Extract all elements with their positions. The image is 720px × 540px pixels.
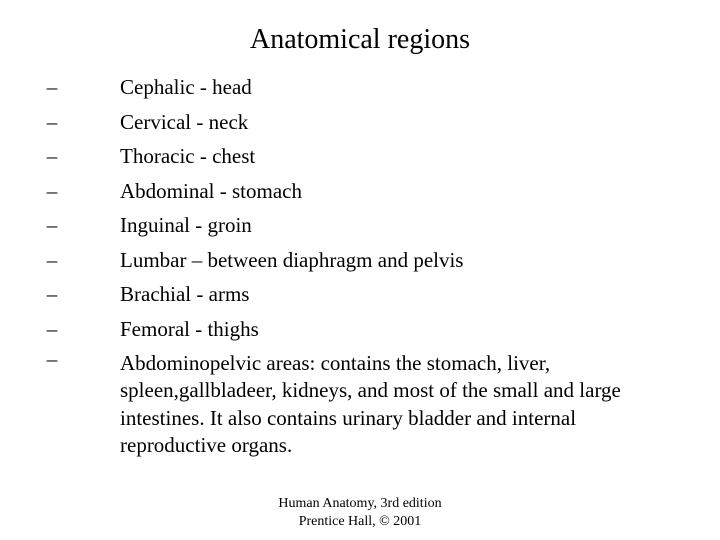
bullet-list [0,70,720,460]
bullet-item-thoracic [0,139,660,174]
bullet-dash: – [46,247,58,272]
bullet-dash: – [46,316,58,341]
bullet-text: Inguinal - groin [120,213,252,237]
slide-footer [0,495,720,531]
bullet-text: Thoracic - chest [120,144,256,168]
bullet-item-abdominopelvic [0,346,660,460]
bullet-dash: – [46,178,58,203]
bullet-item-lumbar [0,243,660,278]
bullet-text: Abdominopelvic areas: contains the stomach, liver, spleen,gallbladeer, kidneys, and most of the small and large intestines. It also contains urinary bladder and internal reproductive organs. [120,350,621,457]
bullet-item-abdominal [0,174,660,209]
bullet-dash: – [46,213,58,237]
bullet-text: Cervical - neck [120,109,249,134]
bullet-text: Femoral - thighs [120,316,259,341]
bullet-dash: – [46,347,58,371]
bullet-text: Brachial - arms [120,282,250,306]
bullet-item-inguinal [0,208,660,243]
bullet-text: Cephalic - head [120,75,252,99]
slide-title: Anatomical regions [249,24,471,55]
bullet-item-femoral [0,312,660,347]
footer-line-book: Human Anatomy, 3rd edition [278,496,442,511]
bullet-text: Lumbar – between diaphragm and pelvis [120,247,464,272]
bullet-text: Abdominal - stomach [120,178,302,203]
bullet-dash: – [46,75,58,99]
bullet-item-cervical [0,105,660,140]
bullet-dash: – [46,144,58,168]
footer-line-publisher: Prentice Hall, © 2001 [298,514,422,529]
bullet-item-brachial [0,277,660,312]
bullet-dash: – [46,282,58,306]
bullet-dash: – [46,109,58,134]
bullet-item-cephalic [0,70,660,105]
